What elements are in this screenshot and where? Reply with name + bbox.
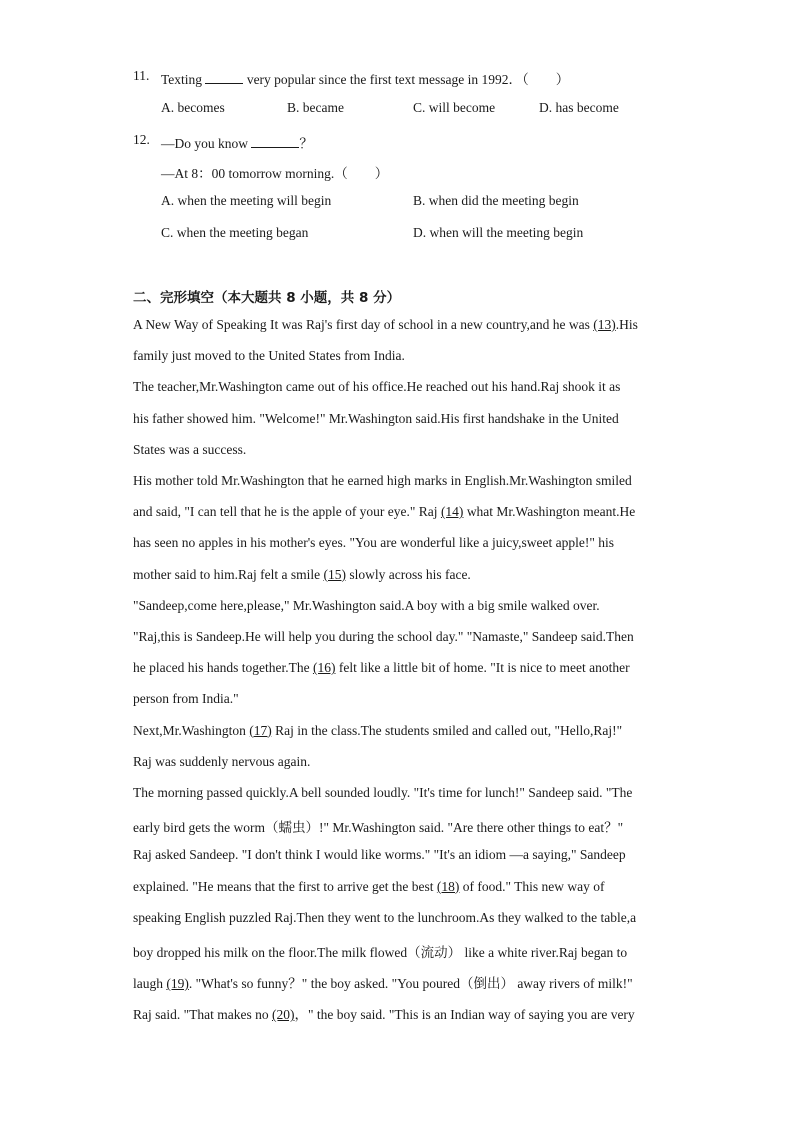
question-text-part: very popular since the first text message in 1992．（ ）: [243, 72, 570, 87]
blank-number: (13): [593, 317, 616, 332]
passage-line: [133, 379, 663, 395]
passage-text: his father showed him. "Welcome!" Mr.Washington said.His first handshake in the United: [133, 410, 619, 426]
passage-line: [133, 598, 663, 614]
option-d[interactable]: D. has become: [539, 100, 619, 115]
passage-text: A New Way of Speaking It was Raj's first day of school in a new country,and he was: [133, 317, 594, 332]
passage-line: [133, 879, 663, 895]
passage-text: what Mr.Washington meant.He: [463, 504, 636, 520]
passage-line: [133, 847, 663, 863]
passage-line: [133, 785, 663, 801]
passage-text: Raj in the class.The students smiled and called out, "Hello,Raj!": [271, 722, 623, 738]
passage-text: The teacher,Mr.Washington came out of his office.He reached out his hand.Raj shook it as: [133, 379, 621, 395]
passage-line: [133, 504, 663, 520]
question-number: 11.: [133, 68, 150, 83]
blank-number: (15): [323, 566, 346, 582]
passage-text: Raj was suddenly nervous again.: [133, 753, 311, 769]
passage-text: . "What's so funny？" the boy asked. "You poured（倒出） away rivers of milk!": [188, 976, 633, 992]
blank-number: (14): [440, 504, 464, 520]
passage-line: [133, 411, 663, 427]
passage-line: [133, 1003, 663, 1023]
passage-text: Raj asked Sandeep. "I don't think I would like worms." "It's an idiom —a saying," Sandeep: [133, 847, 626, 863]
question-text: [161, 132, 313, 152]
blank-number: (20): [271, 1007, 295, 1023]
option-b[interactable]: B. when did the meeting begin: [413, 193, 579, 208]
passage-text: "Sandeep,come here,please," Mr.Washington said.A boy with a big smile walked over.: [133, 597, 600, 613]
passage-text: explained. "He means that the first to arrive get the best: [133, 878, 437, 894]
option-d[interactable]: D. when will the meeting begin: [413, 225, 584, 240]
passage-text: ，" the boy said. "This is an Indian way of saying you are very: [294, 1007, 635, 1023]
passage-text: laugh: [133, 976, 167, 992]
question-text-part: ？: [299, 136, 313, 151]
question-text: [161, 68, 569, 88]
passage-text: Raj said. "That makes no: [133, 1007, 272, 1023]
passage-text: of food." This new way of: [459, 878, 605, 894]
option-a[interactable]: A. when the meeting will begin: [161, 193, 332, 208]
passage-line: [133, 535, 663, 551]
answer-blank[interactable]: [205, 71, 243, 84]
passage-line: [133, 972, 663, 992]
passage-line: [133, 660, 663, 676]
passage-line: [133, 348, 663, 364]
passage-text: slowly across his face.: [345, 566, 471, 582]
passage-line: [133, 629, 663, 645]
passage-text: person from India.": [133, 691, 239, 707]
passage-text: and said, "I can tell that he is the apple of your eye." Raj: [133, 504, 441, 520]
passage-line: [133, 317, 663, 333]
passage-text: His mother told Mr.Washington that he earned high marks in English.Mr.Washington smiled: [133, 473, 632, 488]
passage-text: Next,Mr.Washington: [133, 722, 250, 738]
section-title: 二、完形填空（本大题共 8 小题，共 8 分）: [133, 290, 401, 306]
passage-line: [133, 941, 663, 961]
passage-text: felt like a little bit of home. "It is nice to meet another: [335, 660, 630, 676]
blank-number: (16): [312, 660, 336, 676]
passage-line: [133, 910, 663, 926]
passage-line: [133, 691, 663, 707]
question-12-answer-line: —At 8：00 tomorrow morning.（ ）: [161, 166, 389, 181]
blank-number: (19): [166, 976, 189, 992]
passage-line: [133, 473, 663, 489]
passage-text: speaking English puzzled Raj.Then they went to the lunchroom.As they walked to the table,a: [133, 909, 637, 925]
passage-line: [133, 754, 663, 770]
passage-line: [133, 567, 663, 583]
option-a[interactable]: A. becomes: [161, 100, 225, 115]
answer-blank[interactable]: [251, 135, 299, 148]
passage-text: States was a success.: [133, 441, 247, 457]
option-c[interactable]: C. will become: [413, 100, 496, 115]
option-b[interactable]: B. became: [287, 100, 344, 115]
question-text-part: —Do you know: [161, 136, 252, 151]
passage-text: mother said to him.Raj felt a smile: [133, 566, 324, 582]
question-number: 12.: [133, 132, 150, 147]
blank-number: (17): [249, 722, 272, 738]
passage-text: .His: [615, 317, 638, 332]
passage-text: "Raj,this is Sandeep.He will help you during the school day." "Namaste," Sandeep said.Then: [133, 629, 634, 644]
passage-text: The morning passed quickly.A bell sounded loudly. "It's time for lunch!" Sandeep said. "The: [133, 785, 633, 800]
passage-text: he placed his hands together.The: [133, 660, 313, 676]
passage-text: early bird gets the worm（蠕虫）!" Mr.Washington said. "Are there other things to eat？": [133, 820, 624, 836]
passage-text: family just moved to the United States from India.: [133, 348, 405, 364]
passage-text: boy dropped his milk on the floor.The milk flowed（流动） like a white river.Raj began to: [133, 945, 628, 960]
passage-line: [133, 816, 663, 836]
blank-number: (18): [436, 878, 460, 894]
passage-line: [133, 442, 663, 458]
passage-text: has seen no apples in his mother's eyes. "You are wonderful like a juicy,sweet apple!" his: [133, 535, 614, 551]
option-c[interactable]: C. when the meeting began: [161, 225, 309, 240]
passage-line: [133, 723, 663, 739]
question-text-part: Texting: [161, 72, 206, 87]
